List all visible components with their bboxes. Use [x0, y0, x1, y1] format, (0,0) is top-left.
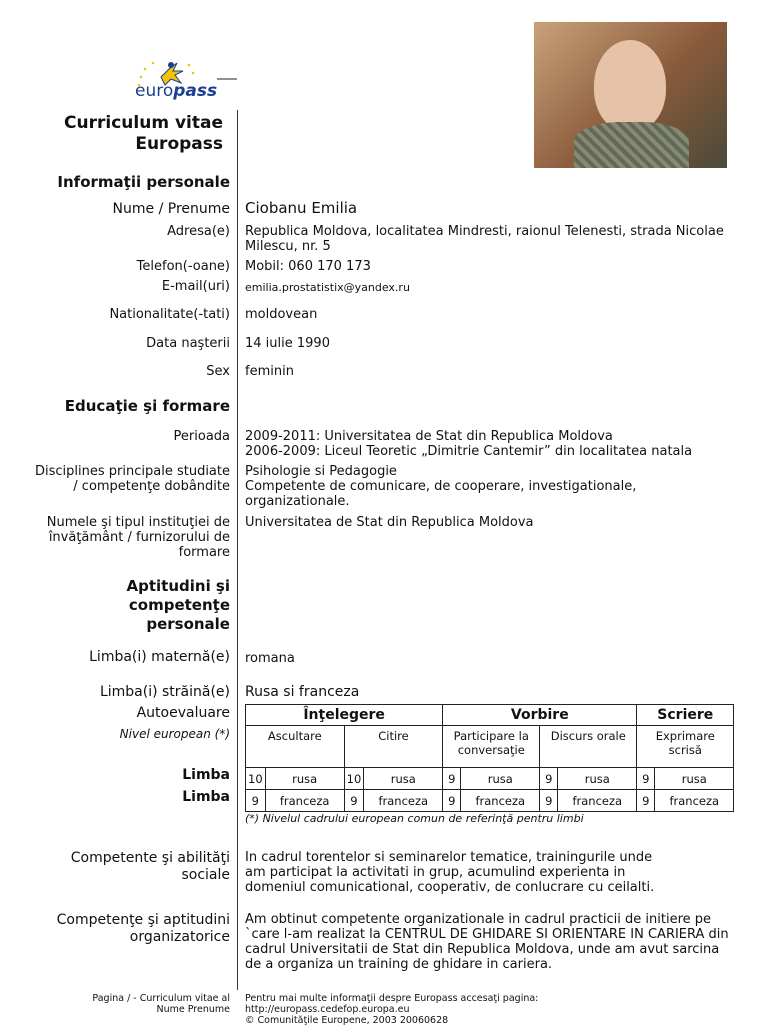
footer-left [92, 993, 230, 1015]
language-cell: franceza [461, 790, 540, 812]
phone-value: Mobil: 060 170 173 [245, 259, 371, 274]
level-cell: 10 [344, 768, 364, 790]
section-skills: Aptitudini şi competenţe personale [126, 577, 230, 633]
header-speaking: Vorbire [443, 705, 637, 726]
mother-tongue-value: romana [245, 651, 295, 666]
section-personal: Informaţii personale [57, 173, 230, 191]
disciplines-label: Disciplines principale studiate / competenţe dobândite [35, 464, 230, 494]
header-writing: Scriere [637, 705, 734, 726]
language-cell: franceza [655, 790, 734, 812]
sex-label: Sex [206, 364, 230, 379]
language-cell: franceza [364, 790, 443, 812]
disciplines-line2: Competente de comunicare, de cooperare, investigationale, organizationale. [245, 479, 637, 509]
subheader-written: Exprimare scrisă [637, 726, 734, 768]
footer-copyright: © Comunităţile Europene, 2003 20060628 [245, 1015, 449, 1026]
language-row-label-1: Limba [182, 767, 230, 783]
period-line2: 2006-2009: Liceul Teoretic „Dimitrie Cantemir” din localitatea natala [245, 444, 693, 459]
europass-logo [133, 55, 243, 105]
name-value: Ciobanu Emilia [245, 199, 358, 217]
level-cell: 9 [443, 790, 461, 812]
self-assessment-label: Autoevaluare [136, 705, 230, 721]
table-row [246, 790, 734, 812]
language-table [245, 704, 734, 812]
language-cell: franceza [558, 790, 637, 812]
subheader-participation: Participare la conversaţie [443, 726, 540, 768]
table-footnote: (*) Nivelul cadrului european comun de referinţă pentru limbi [245, 812, 584, 825]
language-cell: rusa [364, 768, 443, 790]
language-row-label-2: Limba [182, 789, 230, 805]
footer-left-line1: Pagina / - Curriculum vitae al [92, 993, 230, 1004]
language-cell: rusa [558, 768, 637, 790]
phone-label: Telefon(-oane) [136, 259, 230, 274]
language-cell: rusa [265, 768, 344, 790]
logo-wordmark [135, 81, 217, 101]
footer-right [245, 993, 538, 1026]
social-skills-value: In cadrul torentelor si seminarelor tematice, trainingurile unde am participat la activitati in grup, acumulind experienta in domeniul comunicational, cooperativ, de conlucrare cu ceilalti. [245, 850, 655, 895]
nationality-value: moldovean [245, 307, 318, 322]
level-cell: 9 [540, 790, 558, 812]
address-label: Adresa(e) [167, 224, 230, 239]
column-divider [237, 110, 238, 990]
logo-text-pass: pass [173, 81, 218, 101]
email-value[interactable]: emilia.prostatistix@yandex.ru [245, 281, 410, 294]
table-row [246, 768, 734, 790]
organizational-skills-value: Am obtinut competente organizationale in cadrul practicii de initiere pe `care l-am realizat la CENTRUL DE GHIDARE SI ORIENTARE IN CARIERA din cadrul Universitatii de Stat din Republica Moldova, unde am avut sarcina de a organiza un training de ghidare in cariera. [245, 912, 729, 972]
institution-label: Numele şi tipul instituţiei de învăţământ / furnizorului de formare [46, 515, 230, 560]
language-cell: rusa [655, 768, 734, 790]
logo-text-euro: euro [135, 81, 174, 101]
level-cell: 9 [246, 790, 266, 812]
profile-photo [534, 22, 727, 168]
level-cell: 9 [443, 768, 461, 790]
language-cell: franceza [265, 790, 344, 812]
level-cell: 9 [540, 768, 558, 790]
subheader-listening: Ascultare [246, 726, 345, 768]
organizational-skills-label: Competenţe şi aptitudini organizatorice [56, 912, 230, 945]
photo-face [594, 40, 666, 132]
foreign-language-value: Rusa si franceza [245, 684, 360, 700]
cv-title-line2: Europass [135, 134, 223, 154]
period-label: Perioada [173, 429, 230, 444]
disciplines-line1: Psihologie si Pedagogie [245, 464, 397, 479]
email-label: E-mail(uri) [161, 279, 230, 294]
disciplines-value [245, 464, 665, 509]
photo-scarf [574, 122, 689, 168]
sex-value: feminin [245, 364, 294, 379]
subheader-oral: Discurs orale [540, 726, 637, 768]
section-education: Educaţie şi formare [64, 397, 230, 415]
nationality-label: Nationalitate(-tati) [109, 307, 230, 322]
birth-label: Data naşterii [146, 336, 230, 351]
name-label: Nume / Prenume [112, 201, 230, 217]
address-value: Republica Moldova, localitatea Mindresti, raionul Telenesti, strada Nicolae Milescu, nr. 5 [245, 224, 724, 254]
birth-value: 14 iulie 1990 [245, 336, 330, 351]
cv-title [64, 113, 223, 155]
level-cell: 9 [344, 790, 364, 812]
language-cell: rusa [461, 768, 540, 790]
foreign-language-label: Limba(i) străină(e) [99, 684, 230, 700]
subheader-reading: Citire [344, 726, 443, 768]
level-cell: 9 [637, 790, 655, 812]
period-line1: 2009-2011: Universitatea de Stat din Republica Moldova [245, 429, 613, 444]
header-understanding: Înţelegere [246, 705, 443, 726]
footer-right-line1: Pentru mai multe informaţii despre Europass accesaţi pagina: [245, 993, 539, 1004]
social-skills-label: Competente şi abilităţi sociale [70, 850, 230, 883]
level-cell: 10 [246, 768, 266, 790]
european-level-label: Nivel european (*) [119, 727, 230, 741]
footer-europass-link[interactable]: http://europass.cedefop.europa.eu [245, 1004, 410, 1015]
institution-value: Universitatea de Stat din Republica Moldova [245, 515, 534, 530]
mother-tongue-label: Limba(i) maternă(e) [89, 649, 230, 665]
cv-title-line1: Curriculum vitae [64, 113, 223, 133]
level-cell: 9 [637, 768, 655, 790]
footer-left-line2: Nume Prenume [156, 1004, 230, 1015]
period-value [245, 429, 745, 459]
